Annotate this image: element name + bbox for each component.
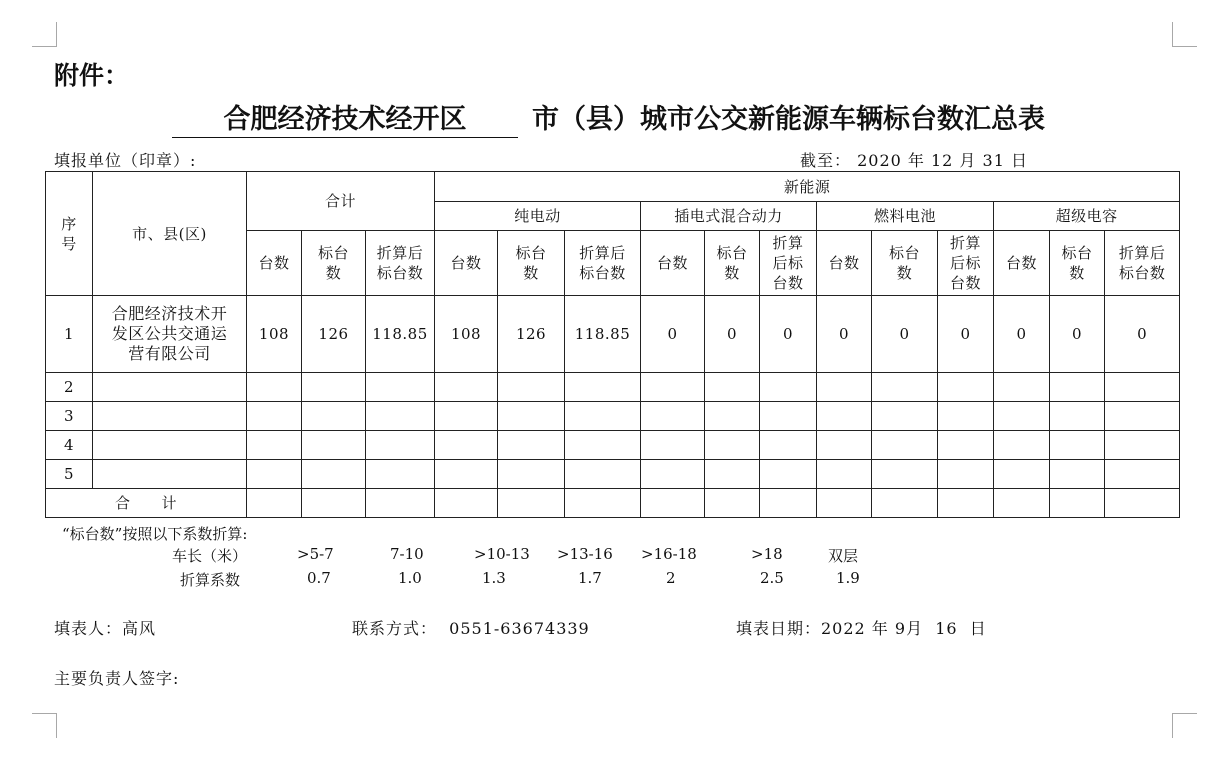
row-region [93,373,247,402]
row-value: 108 [247,296,302,373]
row-value [817,460,872,489]
header-seq: 序号 [46,172,93,296]
row-value [366,431,435,460]
header-phev: 插电式混合动力 [641,202,817,231]
subheader-count: 台数 [435,231,498,296]
row-value [641,373,705,402]
document-title [172,101,1092,141]
row-value [1105,402,1180,431]
table-row [46,431,1180,460]
subheader-standard: 标台数 [1050,231,1105,296]
row-value [1105,373,1180,402]
row-value: 0 [1105,296,1180,373]
row-value: 0 [1050,296,1105,373]
row-value [705,460,760,489]
row-value [247,373,302,402]
row-value [760,402,817,431]
row-region [93,402,247,431]
total-cell [565,489,641,518]
table-row [46,460,1180,489]
title-region-field: 合肥经济技术经开区 [172,101,518,138]
row-value [938,460,994,489]
header-supercapacitor: 超级电容 [994,202,1180,231]
row-seq: 3 [46,402,93,431]
total-cell [760,489,817,518]
total-cell [994,489,1050,518]
header-fuel-cell: 燃料电池 [817,202,994,231]
row-value [565,431,641,460]
row-value [302,402,366,431]
total-cell [817,489,872,518]
subheader-converted: 折算后标台数 [366,231,435,296]
row-value: 0 [872,296,938,373]
row-value [641,402,705,431]
row-value [994,431,1050,460]
conversion-note: “标台数”按照以下系数折算: [62,525,248,543]
row-value [366,373,435,402]
row-value [872,460,938,489]
row-value [994,373,1050,402]
row-value [760,373,817,402]
row-value [498,460,565,489]
row-region [93,431,247,460]
row-value [247,431,302,460]
signature-label: 主要负责人签字: [54,669,180,688]
row-value [705,431,760,460]
row-value [498,373,565,402]
row-seq: 2 [46,373,93,402]
row-value [498,402,565,431]
total-cell [1105,489,1180,518]
row-value: 0 [994,296,1050,373]
subheader-standard: 标台数 [705,231,760,296]
corner-mark-top-right [1172,22,1197,47]
factor-value: 1.7 [578,569,602,587]
subheader-count: 台数 [247,231,302,296]
row-value [817,402,872,431]
subheader-count: 台数 [641,231,705,296]
row-value [817,373,872,402]
corner-mark-bottom-right [1172,713,1197,738]
row-value [760,460,817,489]
row-value [302,373,366,402]
row-value [435,460,498,489]
row-value: 0 [817,296,872,373]
header-bev: 纯电动 [435,202,641,231]
row-value: 118.85 [565,296,641,373]
row-value [565,460,641,489]
length-label: 车长（米） [172,547,248,565]
row-value [1050,373,1105,402]
row-value [872,402,938,431]
table-row [46,296,1180,373]
subheader-standard: 标台数 [872,231,938,296]
title-main-text: 市（县）城市公交新能源车辆标台数汇总表 [532,104,1045,135]
table-row [46,402,1180,431]
row-value: 126 [498,296,565,373]
row-value [247,460,302,489]
row-value [565,373,641,402]
contact-info: 联系方式： 0551-63674339 [352,619,590,638]
row-value [302,460,366,489]
row-region: 合肥经济技术开发区公共交通运营有限公司 [93,296,247,373]
row-value [641,460,705,489]
length-value: >13-16 [557,545,613,563]
row-value [641,431,705,460]
row-value [994,460,1050,489]
row-value [302,431,366,460]
fill-date: 填表日期：2022 年 9月 16 日 [736,619,987,638]
row-value: 0 [760,296,817,373]
length-value: >16-18 [641,545,697,563]
total-cell [705,489,760,518]
factor-value: 1.0 [398,569,422,587]
total-label: 合 计 [46,489,247,518]
subheader-standard: 标台数 [498,231,565,296]
row-seq: 1 [46,296,93,373]
row-value [760,431,817,460]
filler-name: 填表人：高风 [54,619,157,638]
table-body [46,296,1180,489]
total-cell [1050,489,1105,518]
row-seq: 5 [46,460,93,489]
factor-label: 折算系数 [180,571,241,589]
subheader-count: 台数 [994,231,1050,296]
header-total: 合计 [247,172,435,231]
total-cell [498,489,565,518]
subheader-converted: 折算后标台数 [938,231,994,296]
total-cell [247,489,302,518]
row-value: 0 [705,296,760,373]
fill-unit-label: 填报单位（印章）: [54,151,197,170]
summary-table [45,171,1180,518]
row-seq: 4 [46,431,93,460]
total-cell [872,489,938,518]
row-value [1050,402,1105,431]
row-value [435,373,498,402]
row-value [705,373,760,402]
row-value [498,431,565,460]
subheader-standard: 标台数 [302,231,366,296]
total-cell [938,489,994,518]
row-value [994,402,1050,431]
row-value [1050,460,1105,489]
row-value: 0 [641,296,705,373]
row-value [435,431,498,460]
subheader-converted: 折算后标台数 [565,231,641,296]
row-value [872,373,938,402]
row-value [1105,460,1180,489]
subheader-converted: 折算后标台数 [760,231,817,296]
length-value: 7-10 [390,545,424,563]
factor-value: 0.7 [307,569,331,587]
row-region [93,460,247,489]
row-value: 126 [302,296,366,373]
header-new-energy: 新能源 [435,172,1180,202]
row-value [817,431,872,460]
row-value [1050,431,1105,460]
as-of-date: 截至： 2020 年 12 月 31 日 [800,151,1028,170]
row-value [938,373,994,402]
attachment-label: 附件： [54,61,130,90]
row-value [565,402,641,431]
length-value: >5-7 [297,545,334,563]
factor-value: 2 [666,569,676,587]
table-row [46,373,1180,402]
row-value [435,402,498,431]
factor-value: 2.5 [760,569,784,587]
total-cell [366,489,435,518]
corner-mark-top-left [32,22,57,47]
row-value: 108 [435,296,498,373]
row-value [872,431,938,460]
length-value: >10-13 [474,545,530,563]
total-cell [435,489,498,518]
subheader-count: 台数 [817,231,872,296]
row-value [366,460,435,489]
row-value [1105,431,1180,460]
header-region: 市、县(区) [93,172,247,296]
row-value: 0 [938,296,994,373]
subheader-converted: 折算后标台数 [1105,231,1180,296]
row-value [938,431,994,460]
corner-mark-bottom-left [32,713,57,738]
total-cell [641,489,705,518]
row-value [247,402,302,431]
total-cell [302,489,366,518]
row-value: 118.85 [366,296,435,373]
row-value [366,402,435,431]
row-value [705,402,760,431]
factor-value: 1.9 [836,569,860,587]
length-value: 双层 [828,547,859,565]
row-value [938,402,994,431]
length-value: >18 [751,545,783,563]
factor-value: 1.3 [482,569,506,587]
